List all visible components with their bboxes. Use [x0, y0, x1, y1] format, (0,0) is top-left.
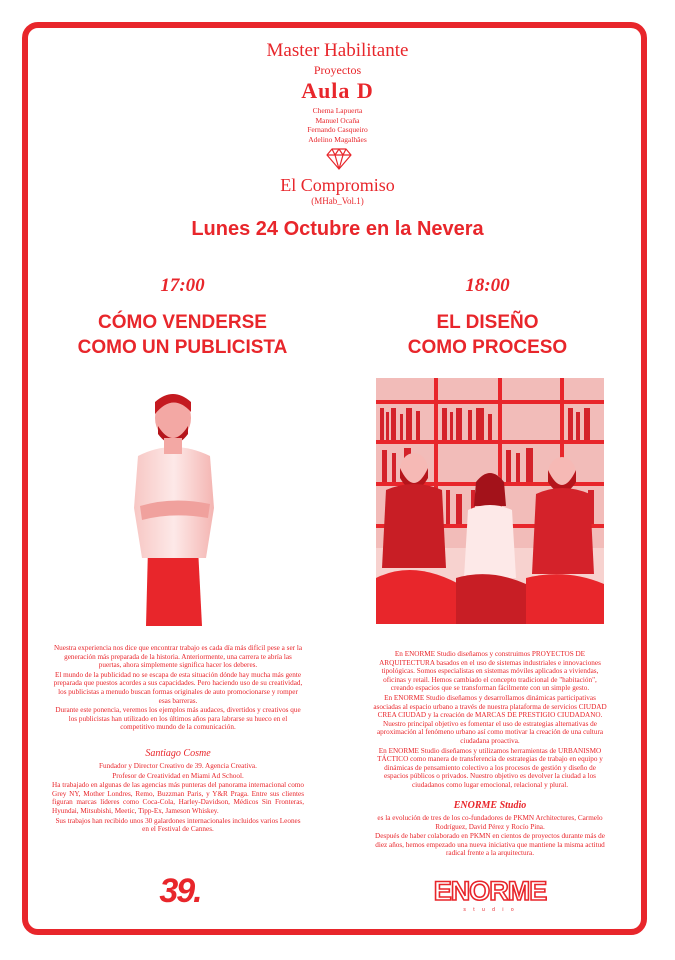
- bio-line: Fundador y Director Creativo de 39. Agencia Creativa.: [99, 762, 257, 770]
- talk-time: 18:00: [465, 275, 510, 296]
- talk-description: [372, 650, 608, 791]
- event-date: Lunes 24 Octubre en la Nevera: [191, 218, 484, 240]
- bio-line: Después de haber colaborado en PKMN en cientos de proyectos durante más de diez años, hemos empezado una nueva iniciativa que mantiene la misma actitud radical frente a la arquitectura.: [375, 832, 605, 858]
- talk-title-line: EL DISEÑO: [436, 312, 539, 333]
- talk-description: [52, 644, 304, 733]
- professor-name: Fernando Casqueiro: [307, 125, 368, 134]
- program-title: Master Habilitante: [266, 40, 409, 61]
- description-paragraph: En ENORME Studio diseñamos y desarrollamos dinámicas participativas asociadas al espacio urbano a través de nuestra plataforma de servicios CIUDAD CREA CIUDAD y la creación de MARCAS DE PRESTIGIO CIUDADANO. Nuestro principal objetivo es fomentar el uso de estrategias alternativas de aproximación al fenómeno urbano así como motivar la creación de una cultura ciudadana proactiva.: [373, 693, 607, 745]
- talk-title-line: COMO PROCESO: [407, 337, 568, 358]
- studio-photo: [376, 378, 604, 624]
- studio-logo-sub: s t u d i o: [463, 907, 517, 913]
- speaker-photo: [118, 378, 228, 626]
- speaker-bio: [52, 762, 304, 835]
- professor-name: Chema Lapuerta: [312, 106, 363, 115]
- studio-logo-enorme: ENORME: [433, 876, 547, 906]
- speaker-bio: [372, 814, 608, 859]
- speaker-name: Santiago Cosme: [145, 748, 211, 759]
- description-paragraph: El mundo de la publicidad no se escapa de esta situación dónde hay mucha más gente preparada que puestos acordes a sus capacidades. Pero haciendo uso de su creatividad, los publicistas a menudo buscan formas originales de auto promocionarse y romper esas barreras.: [53, 670, 303, 705]
- agency-logo-39: 39.: [159, 872, 201, 910]
- bio-line: Profesor de Creatividad en Miami Ad School.: [112, 771, 244, 780]
- talk-title-line: COMO UN PUBLICISTA: [77, 337, 288, 358]
- description-paragraph: Nuestra experiencia nos dice que encontrar trabajo es cada día más difícil pese a ser la generación más preparada de la historia. Anteriormente, una carrera te abría las puertas, ahora simplemente significa hacer los deberes.: [53, 644, 303, 670]
- professor-name: Adelino Magalhães: [308, 134, 367, 144]
- series-title: El Compromiso: [280, 175, 395, 195]
- description-paragraph: En ENORME Studio diseñamos y utilizamos herramientas de URBANISMO TÁCTICO como manera de transferencia de estrategias de trabajo en equipo y dinámicas de pensamiento colectivo a los procesos de gestión y diseño de espacios públicos o privados. Nuestro objetivo es devolver la ciudad a los ciudadanos como lugar emocional, relacional y plural.: [377, 746, 603, 789]
- talk-title: [345, 310, 630, 360]
- bio-line: Ha trabajado en algunas de las agencias más punteras del panorama internacional como Grey NY, Mother Londres, Remo, Buzzman Paris, y Y&R Praga. Entre sus clientes figuran marcas líderes como Coca-Cola, Harley-Davidson, Médicos Sin Fronteras, Hyundai, Mitsubishi, Meetic, Tipp-Ex, Jameson Whiskey.: [52, 781, 304, 815]
- talk-title: [40, 310, 325, 360]
- series-volume: (MHab_Vol.1): [311, 196, 364, 206]
- program-subtitle: Proyectos: [313, 63, 362, 77]
- aula-title: Aula D: [301, 78, 374, 103]
- professors-list: [0, 106, 675, 144]
- diamond-icon: [326, 148, 352, 170]
- bio-line: Sus trabajos han recibido unos 30 galardones internacionales incluidos varios Leones en el Festival de Cannes.: [55, 816, 301, 834]
- professor-name: Manuel Ocaña: [315, 115, 360, 125]
- description-paragraph: En ENORME Studio diseñamos y construimos PROYECTOS DE ARQUITECTURA basados en el uso de sistemas industriales e innovaciones tipológicas. Somos especialistas en sistemas móviles aplicados a viviendas, oficinas y retail. Hemos cambiado el concepto tradicional de "habitación", creando espacios que se transforman fácilmente con un simple gesto.: [379, 650, 601, 693]
- speaker-name: ENORME Studio: [453, 800, 527, 811]
- description-paragraph: Durante este ponencia, veremos los ejemplos más audaces, divertidos y creativos que los publicistas han utilizado en los últimos años para labrarse su hueco en el competitivo mundo de la comunicación.: [55, 706, 301, 732]
- talk-time: 17:00: [160, 275, 205, 296]
- talk-title-line: CÓMO VENDERSE: [98, 312, 267, 333]
- bio-line: es la evolución de tres de los co-fundadores de PKMN Architectures, Carmelo Rodríguez, David Pérez y Rocío Pina.: [377, 814, 603, 831]
